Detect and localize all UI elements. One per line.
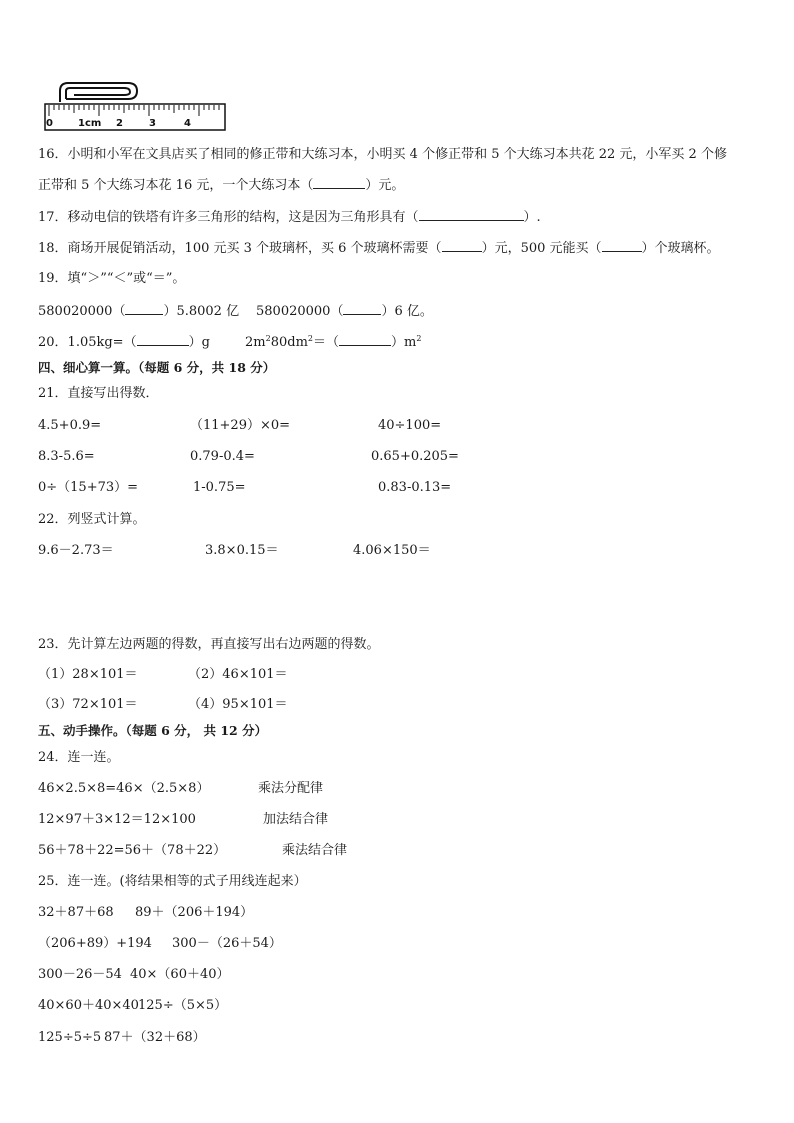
match-left-item[interactable]: 125÷5÷5 (38, 1030, 102, 1045)
calc-item: 1-0.75= (193, 480, 246, 495)
calc-item: 40÷100= (378, 418, 442, 433)
match-right-item[interactable]: 300－（26＋54） (172, 936, 282, 951)
calc-item: （2）46×101＝ (188, 667, 288, 682)
vertical-calc-item: 3.8×0.15＝ (205, 543, 279, 558)
question-24-title: 24．连一连。 (38, 750, 120, 765)
section-4-heading: 四、细心算一算。（每题 6 分，共 18 分） (38, 360, 276, 375)
ruler-label: 3 (149, 118, 156, 129)
match-left-item[interactable]: 32＋87＋68 (38, 905, 114, 920)
calc-item: 0.65+0.205= (371, 449, 459, 464)
question-20-part-1: 20．1.05kg=（ ）g (38, 335, 210, 350)
calc-item: （1）28×101＝ (38, 667, 138, 682)
match-left-item[interactable]: 300－26－54 (38, 967, 122, 982)
question-19-part-2: 580020000（ ）6 亿。 (256, 304, 433, 319)
answer-blank[interactable] (313, 177, 365, 189)
question-23-title: 23．先计算左边两题的得数，再直接写出右边两题的得数。 (38, 637, 380, 652)
question-17: 17．移动电信的铁塔有许多三角形的结构，这是因为三角形具有（ ）. (38, 210, 541, 225)
match-left-item[interactable]: 46×2.5×8=46×（2.5×8） (38, 781, 210, 796)
calc-item: （3）72×101＝ (38, 697, 138, 712)
match-right-item[interactable]: 乘法分配律 (258, 781, 324, 796)
question-22-title: 22．列竖式计算。 (38, 512, 146, 527)
question-19-part-1: 580020000（ ）5.8002 亿 (38, 304, 240, 319)
ruler-label: 1cm (78, 118, 102, 129)
answer-blank[interactable] (125, 303, 163, 315)
paperclip-icon (60, 83, 137, 102)
calc-item: 0.79-0.4= (190, 449, 255, 464)
ruler-label: 4 (184, 118, 191, 129)
match-right-item[interactable]: 乘法结合律 (282, 843, 348, 858)
question-25-title: 25．连一连。(将结果相等的式子用线连起来） (38, 874, 307, 889)
section-5-heading: 五、动手操作。（每题 6 分， 共 12 分） (38, 723, 268, 738)
calc-item: （4）95×101＝ (188, 697, 288, 712)
calc-item: 0.83-0.13= (378, 480, 452, 495)
question-20-part-2: $2m^280dm^2=$（ ）$m^2$ (245, 334, 422, 350)
match-right-item[interactable]: 加法结合律 (263, 812, 329, 827)
match-right-item[interactable]: 89＋（206＋194） (135, 905, 254, 920)
answer-blank[interactable] (442, 240, 482, 252)
question-16-line-2: 正带和 5 个大练习本花 16 元，一个大练习本（ ）元。 (38, 178, 405, 193)
match-left-item[interactable]: 56＋78＋22=56＋（78＋22） (38, 843, 227, 858)
match-left-item[interactable]: 40×60＋40×40 (38, 998, 139, 1013)
answer-blank[interactable] (343, 303, 381, 315)
ruler-label: 0 (46, 118, 53, 129)
match-right-item[interactable]: 125÷（5×5） (138, 998, 228, 1013)
match-right-item[interactable]: 40×（60＋40） (130, 967, 230, 982)
calc-item: 8.3-5.6= (38, 449, 95, 464)
question-18: 18．商场开展促销活动，100 元买 3 个玻璃杯，买 6 个玻璃杯需要（ ）元，500 元能买（ ）个玻璃杯。 (38, 241, 720, 256)
calc-item: 4.5+0.9= (38, 418, 102, 433)
answer-blank[interactable] (602, 240, 642, 252)
question-16-line-1: 16．小明和小军在文具店买了相同的修正带和大练习本，小明买 4 个修正带和 5 个大练习本共花 22 元，小军买 2 个修 (38, 147, 727, 162)
calc-item: （11+29）×0= (190, 418, 291, 433)
ruler-label: 2 (116, 118, 123, 129)
question-21-title: 21．直接写出得数． (38, 386, 159, 401)
calc-item: 0÷（15+73）= (38, 480, 139, 495)
ruler-body (45, 104, 225, 130)
answer-blank[interactable] (339, 334, 391, 346)
match-left-item[interactable]: （206+89）+194 (38, 936, 152, 951)
answer-blank[interactable] (419, 209, 524, 221)
vertical-calc-item: 4.06×150＝ (353, 543, 431, 558)
answer-blank[interactable] (137, 334, 189, 346)
match-right-item[interactable]: 87＋（32＋68） (104, 1030, 206, 1045)
ruler-image (44, 80, 226, 132)
vertical-calc-item: 9.6－2.73＝ (38, 543, 114, 558)
question-19-title: 19．填“＞”“＜”或“＝”。 (38, 271, 186, 286)
match-left-item[interactable]: 12×97＋3×12＝12×100 (38, 812, 196, 827)
